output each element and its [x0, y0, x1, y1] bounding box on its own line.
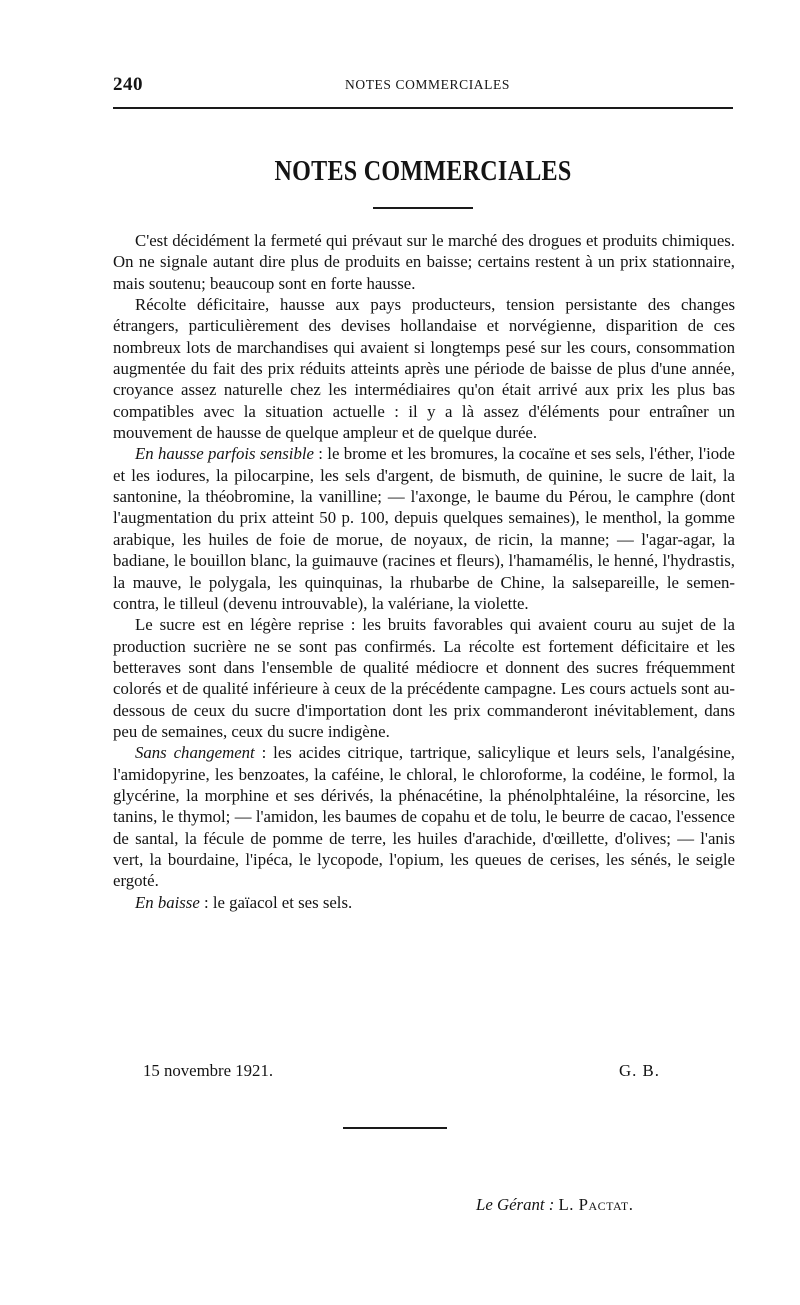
paragraph-text: : le brome et les bromures, la cocaïne et ses sels, l'éther, l'iode et les iodures, la pilocarpine, les sels d'argent, de bismuth, de quinine, le sucre de lait, la santonine, la théobromine, la vanilline; — l'axonge, le baume du Pérou, le camphre (dont l'augmentation du prix atteint 50 p. 100, depuis quelques semaines), le menthol, la gomme arabique, les huiles de foie de morue, de noyaux, de ricin, la manne; — l'agar-agar, la badiane, le bouillon blanc, la guimauve (racines et fleurs), l'hamamélis, le henné, l'hydrastis, la mauve, le polygala, les quinquinas, la rhubarbe de Chine, la salsepareille, le semen-contra, le tilleul (devenu introuvable), la valériane, la violette. [113, 444, 736, 613]
paragraph-text: Le sucre est en légère reprise : les bruits favorables qui avaient couru au sujet de la production sucrière ne se sont pas confirmés. La récolte est fortement déficitaire et les betteraves sont dans l'ensemble de qualité médiocre et donnent des sucres fréquemment colorés et de qualité inférieure à ceux de la précédente campagne. Les cours actuels sont au-dessous de ceux du sucre d'importation dont les prix commanderont inévitablement, dans peu de semaines, ceux du sucre indigène. [113, 615, 735, 741]
paragraph-lead: En hausse parfois sensible [135, 444, 314, 464]
article-body [113, 230, 735, 913]
end-rule [343, 1127, 447, 1129]
paragraph-text: Récolte déficitaire, hausse aux pays producteurs, tension persistante des changes étrangers, particulièrement des devises hollandaise et norvégienne, disparition de ces nombreux lots de marchandises qui avaient si longtemps pesé sur les cours, consommation augmentée du fait des prix réduits atteints après une période de baisse de plus d'une année, croyance assez naturelle chez les intermédiaires qu'on était arrivé aux prix les plus bas compatibles avec la situation actuelle : il y a là assez d'éléments pour entraîner un mouvement de hausse de quelque ampleur et de quelque durée. [113, 295, 735, 443]
running-title: NOTES COMMERCIALES [345, 77, 510, 92]
header-rule [113, 107, 733, 109]
page-number: 240 [113, 74, 143, 95]
paragraph-text: : le gaïacol et ses sels. [199, 892, 353, 912]
paragraph-lead: Sans changement [135, 743, 255, 763]
running-header [113, 74, 733, 98]
paragraph-text: C'est décidément la fermeté qui prévaut sur le marché des drogues et produits chimiques. On ne signale autant dire plus de produits en baisse; certains restent à un prix stationnaire, mais soutenu; beaucoup sont en forte hausse. [113, 231, 735, 293]
paragraph-causes [113, 294, 735, 443]
paragraph-en-hausse [113, 443, 735, 614]
paragraph-sans-changement [113, 742, 735, 891]
paragraph-en-baisse [113, 892, 735, 913]
paragraph-sucre [113, 614, 735, 742]
article-title: NOTES COMMERCIALES [274, 156, 572, 187]
dateline [113, 1061, 733, 1085]
paragraph-text: : les acides citrique, tartrique, salicylique et leurs sels, l'analgésine, l'amidopyrine, les benzoates, la caféine, le chloral, le chloroforme, la codéine, le formol, la glycérine, la morphine et ses dérivés, la phénacétine, la phénolphtaléine, la résorcine, les tanins, le thymol; — l'amidon, les baumes de copahu et de tolu, le beurre de cacao, l'essence de santal, la fécule de pomme de terre, les huiles d'arachide, d'œillette, d'olives; — l'anis vert, la bourdaine, l'ipéca, le lycopode, l'opium, les queues de cerises, les sénés, le seigle ergoté. [113, 743, 736, 891]
date: 15 novembre 1921. [143, 1061, 274, 1080]
gerant-name: L. Pactat. [558, 1195, 634, 1214]
gerant-label: Le Gérant : [476, 1195, 555, 1214]
gerant-signature [476, 1195, 633, 1215]
title-rule [373, 207, 473, 209]
paragraph-lead: En baisse [135, 892, 200, 912]
author-initials: G. B. [619, 1061, 660, 1080]
paragraph-intro [113, 230, 735, 294]
